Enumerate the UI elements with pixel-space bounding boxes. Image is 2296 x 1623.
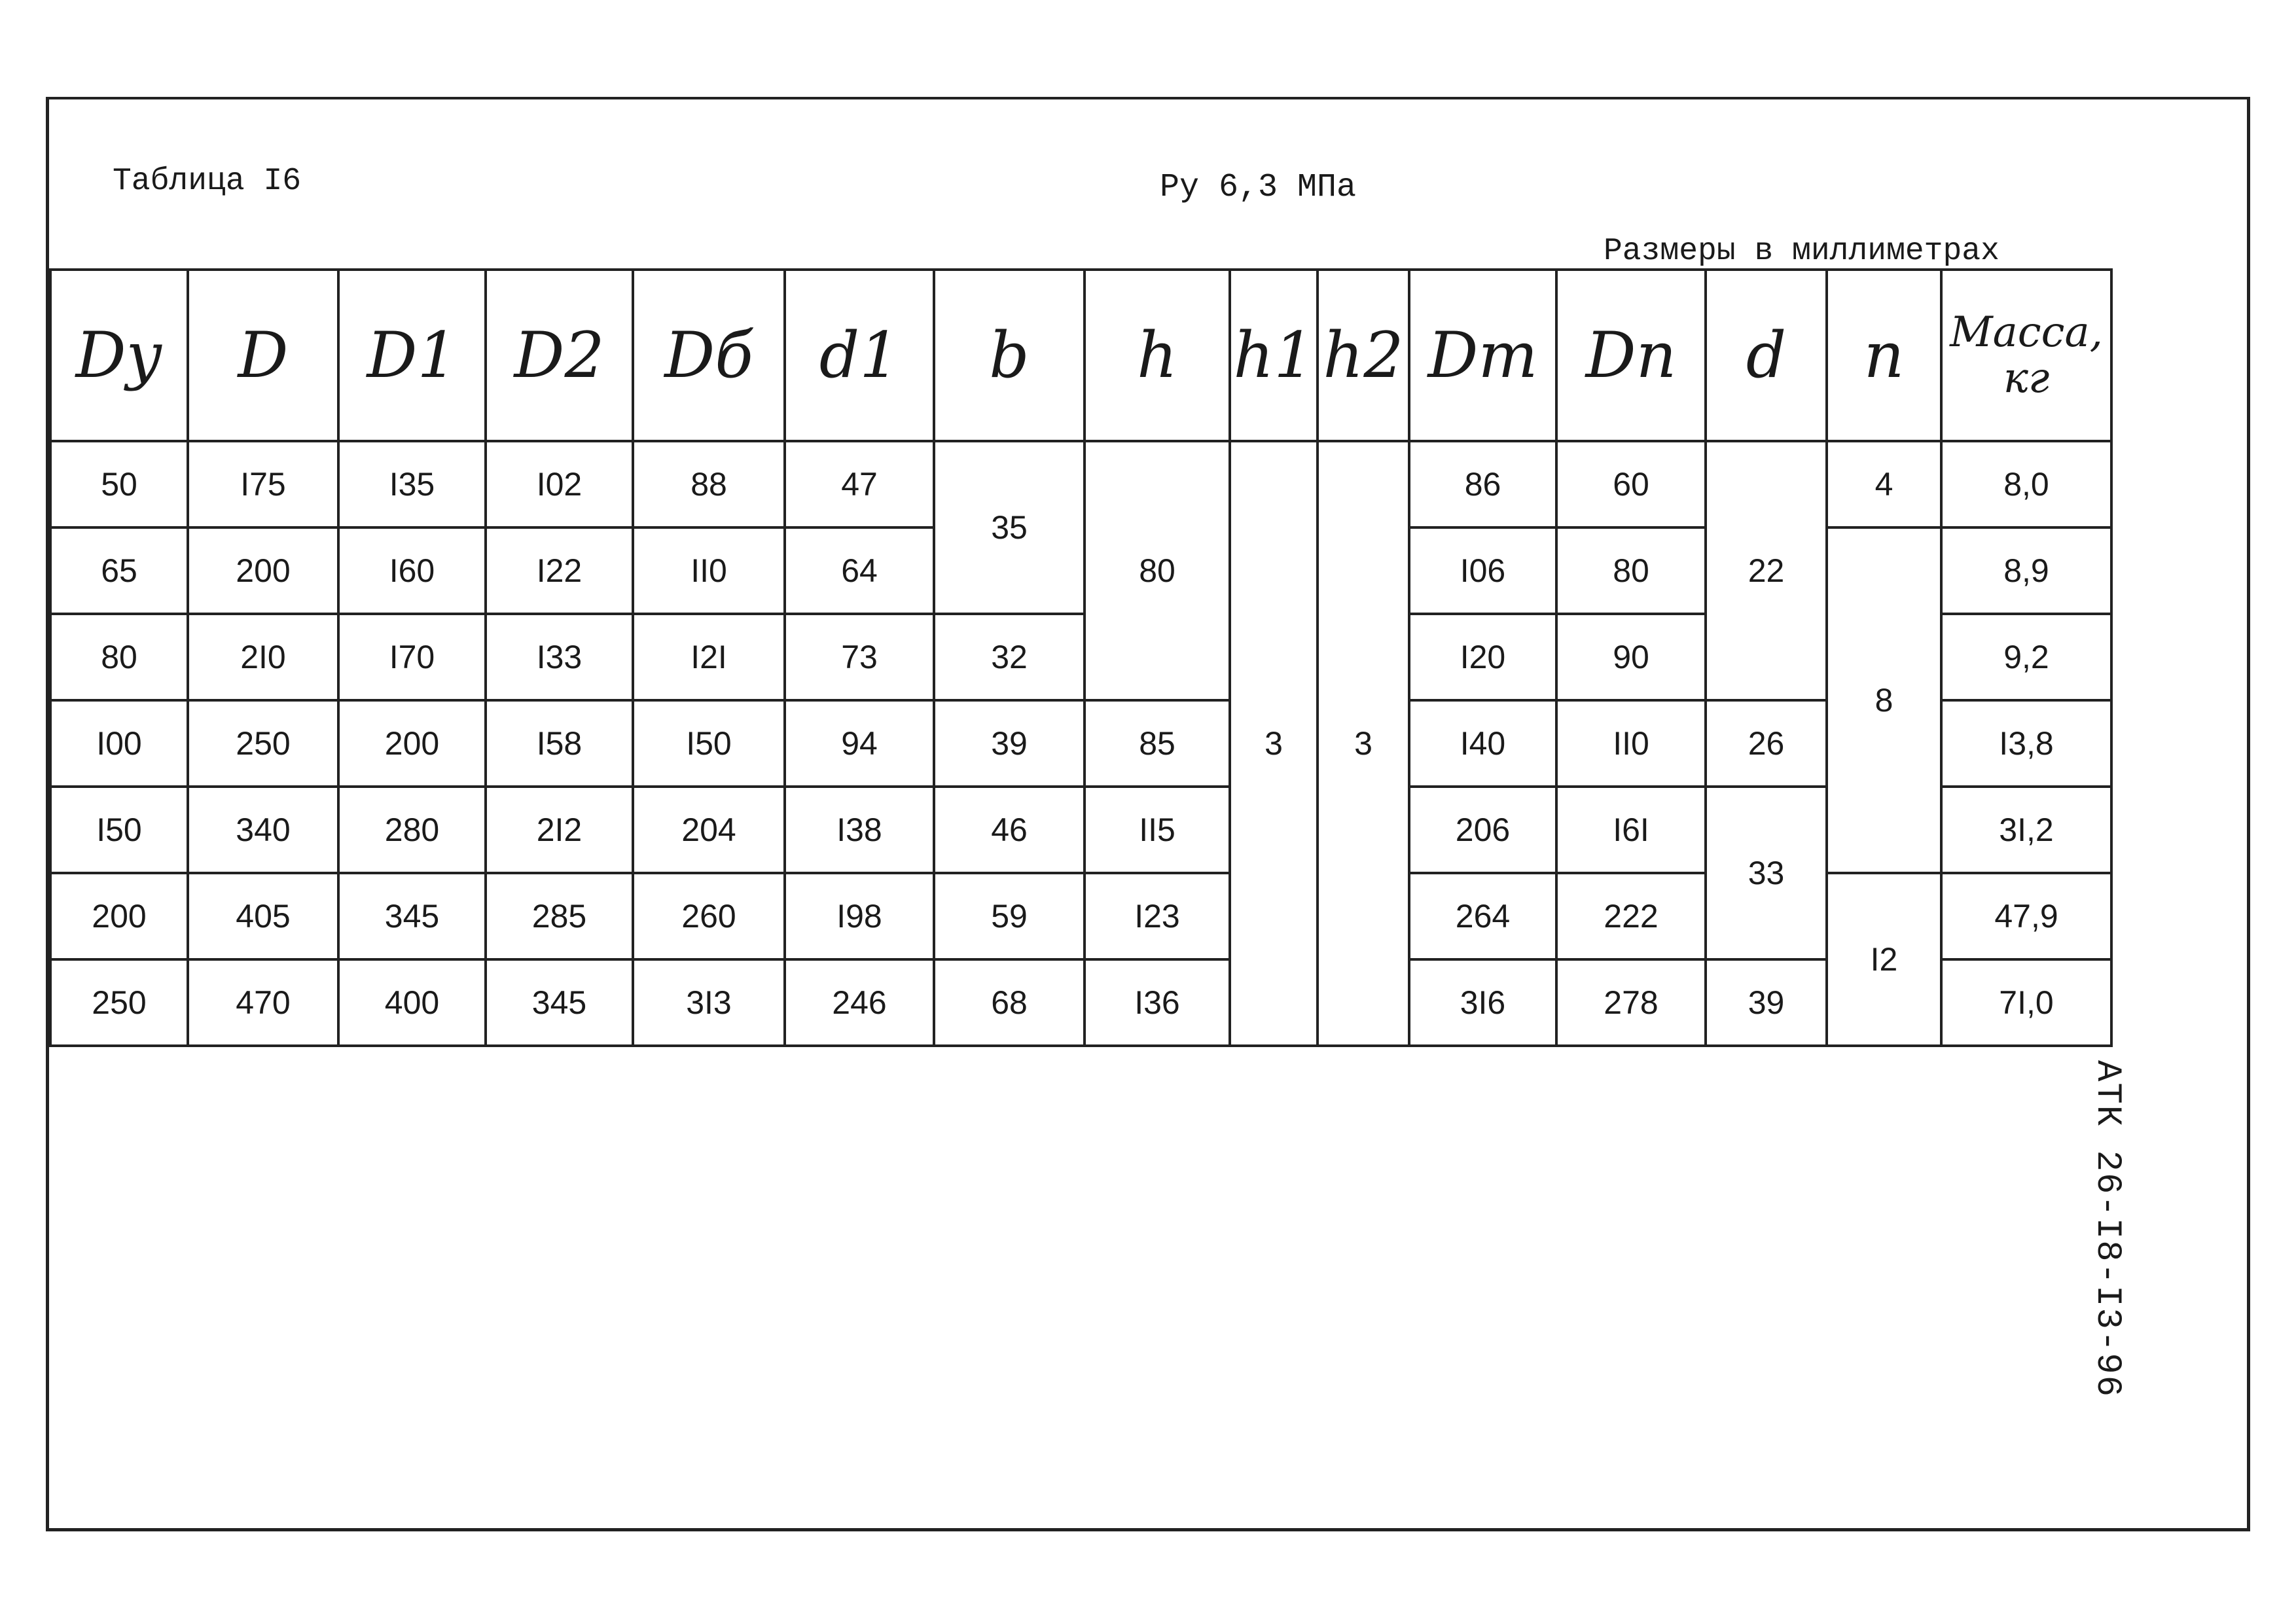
cell-dy: I00 [50,700,188,787]
cell-dn: 80 [1556,527,1706,614]
document-code: АТК 26-I8-I3-96 [2087,1060,2127,1399]
col-header: Dб [633,270,785,441]
col-header: h2 [1318,270,1409,441]
units-note: Размеры в миллиметрах [1604,234,2000,269]
cell-d-hole: 33 [1706,787,1827,959]
cell-d2: 345 [486,959,633,1046]
cell-d1: I35 [338,441,486,527]
cell-d1: I60 [338,527,486,614]
cell-d: 405 [188,873,338,959]
cell-db: II0 [633,527,785,614]
cell-db: 88 [633,441,785,527]
cell-d1-small: I98 [785,873,934,959]
pressure-rating: Ру 6,3 МПа [1160,169,1357,206]
cell-d1: 280 [338,787,486,873]
cell-dn: 222 [1556,873,1706,959]
cell-db: 260 [633,873,785,959]
cell-h: I36 [1085,959,1230,1046]
col-header: b [934,270,1085,441]
cell-dn: II0 [1556,700,1706,787]
cell-dy: 80 [50,614,188,700]
cell-d2: I33 [486,614,633,700]
cell-db: I2I [633,614,785,700]
cell-dm: 86 [1409,441,1556,527]
col-header: h [1085,270,1230,441]
cell-d1-small: 47 [785,441,934,527]
cell-dn: I6I [1556,787,1706,873]
cell-d2: 2I2 [486,787,633,873]
col-header: h1 [1230,270,1318,441]
cell-db: 3I3 [633,959,785,1046]
cell-d1-small: I38 [785,787,934,873]
cell-n: I2 [1827,873,1941,1046]
cell-n: 8 [1827,527,1941,873]
cell-d1-small: 246 [785,959,934,1046]
table-row [50,959,2111,1046]
cell-dm: I20 [1409,614,1556,700]
cell-b: 46 [934,787,1085,873]
cell-d: I75 [188,441,338,527]
cell-mass: 7I,0 [1941,959,2111,1046]
cell-d1: 200 [338,700,486,787]
cell-b: 59 [934,873,1085,959]
cell-h: II5 [1085,787,1230,873]
cell-d1-small: 94 [785,700,934,787]
col-header: D1 [338,270,486,441]
cell-dm: 206 [1409,787,1556,873]
cell-dn: 60 [1556,441,1706,527]
cell-dy: I50 [50,787,188,873]
col-header: n [1827,270,1941,441]
table-title: Таблица I6 [113,164,302,199]
flange-dimensions-table [49,268,2113,1047]
cell-d-hole: 22 [1706,441,1827,700]
cell-b: 32 [934,614,1085,700]
cell-db: 204 [633,787,785,873]
col-header-mass: Масса, кг [1941,270,2111,441]
cell-mass: 47,9 [1941,873,2111,959]
cell-h: 85 [1085,700,1230,787]
cell-dn: 278 [1556,959,1706,1046]
cell-dy: 65 [50,527,188,614]
cell-d-hole: 26 [1706,700,1827,787]
col-header: D2 [486,270,633,441]
table-row [50,787,2111,873]
cell-dm: 264 [1409,873,1556,959]
cell-mass: I3,8 [1941,700,2111,787]
cell-d2: I02 [486,441,633,527]
cell-d2: 285 [486,873,633,959]
col-header: D [188,270,338,441]
cell-d1-small: 64 [785,527,934,614]
cell-mass: 8,0 [1941,441,2111,527]
cell-d1-small: 73 [785,614,934,700]
cell-dm: I06 [1409,527,1556,614]
col-header: Dm [1409,270,1556,441]
cell-h2: 3 [1318,441,1409,1046]
cell-h: 80 [1085,441,1230,700]
cell-dm: I40 [1409,700,1556,787]
col-header: Dу [50,270,188,441]
col-header: d [1706,270,1827,441]
cell-h: I23 [1085,873,1230,959]
cell-d: 200 [188,527,338,614]
cell-mass: 8,9 [1941,527,2111,614]
cell-b: 39 [934,700,1085,787]
table-row [50,700,2111,787]
cell-n: 4 [1827,441,1941,527]
cell-d2: I58 [486,700,633,787]
col-header: d1 [785,270,934,441]
cell-dy: 200 [50,873,188,959]
cell-dy: 250 [50,959,188,1046]
cell-mass: 3I,2 [1941,787,2111,873]
cell-dm: 3I6 [1409,959,1556,1046]
cell-d1: 400 [338,959,486,1046]
table-row [50,441,2111,527]
cell-dy: 50 [50,441,188,527]
cell-d: 340 [188,787,338,873]
cell-d1: 345 [338,873,486,959]
header-row [50,270,2111,441]
cell-b: 35 [934,441,1085,614]
cell-d-hole: 39 [1706,959,1827,1046]
cell-b: 68 [934,959,1085,1046]
cell-h1: 3 [1230,441,1318,1046]
cell-d: 2I0 [188,614,338,700]
cell-db: I50 [633,700,785,787]
cell-d1: I70 [338,614,486,700]
cell-d: 470 [188,959,338,1046]
cell-d2: I22 [486,527,633,614]
cell-mass: 9,2 [1941,614,2111,700]
col-header: Dn [1556,270,1706,441]
cell-d: 250 [188,700,338,787]
cell-dn: 90 [1556,614,1706,700]
